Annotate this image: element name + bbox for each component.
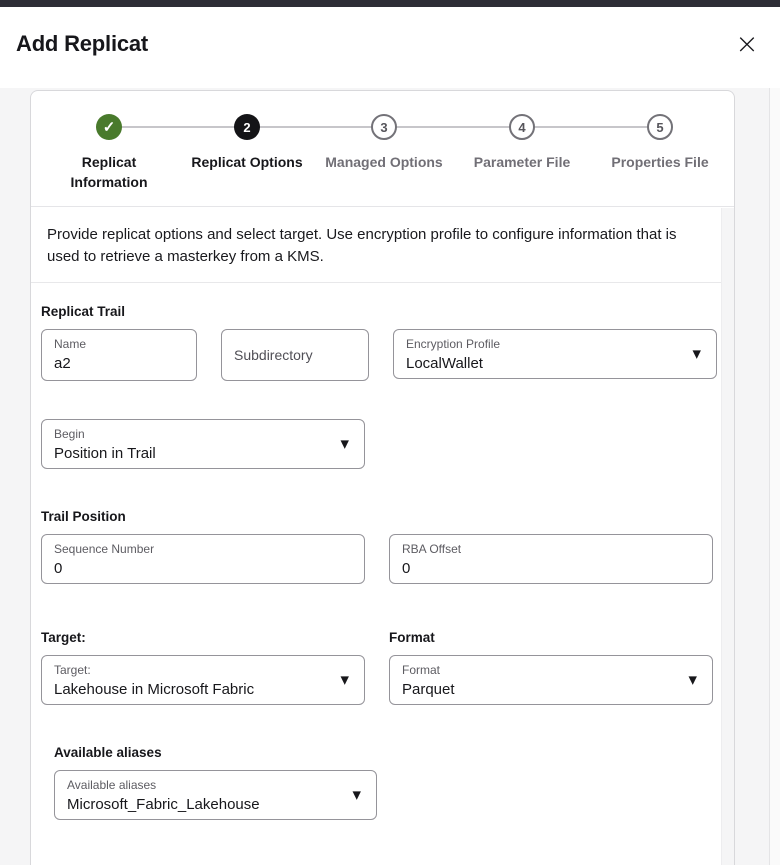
target-heading: Target: xyxy=(41,630,86,645)
step-4-circle[interactable]: 4 xyxy=(509,114,535,140)
replicat-options-form xyxy=(31,304,721,820)
step-1-label: Replicat Information xyxy=(70,154,148,190)
dialog-body xyxy=(0,88,780,865)
name-input[interactable] xyxy=(41,329,197,381)
target-dropdown-value: Lakehouse in Microsoft Fabric xyxy=(54,681,255,698)
trail-position-row xyxy=(41,534,721,584)
subdirectory-placeholder: Subdirectory xyxy=(234,347,313,363)
trail-position-heading: Trail Position xyxy=(41,509,126,524)
chevron-down-icon: ▼ xyxy=(352,788,361,802)
name-input-label: Name xyxy=(54,337,87,351)
target-format-headings-row xyxy=(41,630,721,646)
available-aliases-heading: Available aliases xyxy=(54,745,162,760)
chevron-down-icon: ▼ xyxy=(340,673,349,687)
step-1-circle[interactable] xyxy=(96,114,122,140)
sequence-number-input[interactable] xyxy=(41,534,365,584)
format-dropdown-label: Format xyxy=(402,663,441,677)
begin-dropdown[interactable] xyxy=(41,419,365,469)
sequence-number-label: Sequence Number xyxy=(54,542,155,556)
format-dropdown[interactable] xyxy=(389,655,713,705)
encryption-profile-label: Encryption Profile xyxy=(406,337,501,351)
page-top-bar xyxy=(0,0,780,7)
step-3-circle[interactable]: 3 xyxy=(371,114,397,140)
step-description: Provide replicat options and select target. Use encryption profile to configure information that is used to retrieve a masterkey from a KMS. xyxy=(47,226,677,265)
begin-label: Begin xyxy=(54,427,85,441)
section-divider xyxy=(31,282,721,283)
format-heading: Format xyxy=(389,630,435,645)
step-parameter-file[interactable] xyxy=(452,91,592,172)
close-button[interactable] xyxy=(730,27,764,61)
step-managed-options[interactable] xyxy=(314,91,454,172)
content-scrollbar[interactable] xyxy=(721,208,734,865)
check-icon: ✓ xyxy=(102,119,116,136)
step-5-label: Properties File xyxy=(611,154,709,170)
rba-offset-value: 0 xyxy=(402,560,411,577)
replicat-trail-heading: Replicat Trail xyxy=(41,304,126,319)
chevron-down-icon: ▼ xyxy=(688,673,697,687)
available-aliases-dropdown[interactable] xyxy=(54,770,377,820)
chevron-down-icon: ▼ xyxy=(340,437,349,451)
replicat-trail-row xyxy=(41,329,721,381)
step-content xyxy=(31,208,721,865)
encryption-profile-dropdown[interactable] xyxy=(393,329,717,379)
chevron-down-icon: ▼ xyxy=(692,347,701,361)
dialog-scrollbar[interactable] xyxy=(769,88,780,865)
name-input-value: a2 xyxy=(54,355,71,372)
sequence-number-value: 0 xyxy=(54,560,63,577)
available-aliases-value: Microsoft_Fabric_Lakehouse xyxy=(67,796,260,813)
wizard-stepper xyxy=(31,91,734,207)
format-dropdown-value: Parquet xyxy=(402,681,455,698)
target-dropdown-label: Target: xyxy=(54,663,91,677)
rba-offset-label: RBA Offset xyxy=(402,542,462,556)
step-5-circle[interactable]: 5 xyxy=(647,114,673,140)
step-2-label: Replicat Options xyxy=(191,154,303,170)
step-replicat-options[interactable] xyxy=(177,91,317,172)
dialog-header xyxy=(0,7,780,88)
available-aliases-row xyxy=(54,770,721,820)
subdirectory-input[interactable] xyxy=(221,329,369,381)
rba-offset-input[interactable] xyxy=(389,534,713,584)
wizard-card xyxy=(30,90,735,865)
encryption-profile-value: LocalWallet xyxy=(406,355,483,372)
close-icon: × xyxy=(735,27,759,60)
begin-value: Position in Trail xyxy=(54,445,156,462)
target-format-row xyxy=(41,655,721,705)
step-4-label: Parameter File xyxy=(473,154,571,170)
step-properties-file[interactable] xyxy=(590,91,730,172)
available-aliases-label: Available aliases xyxy=(67,778,157,792)
step-3-label: Managed Options xyxy=(325,154,443,170)
step-content-scroll-area xyxy=(31,208,734,865)
dialog-title: Add Replicat xyxy=(16,31,149,56)
begin-row xyxy=(41,419,721,469)
target-dropdown[interactable] xyxy=(41,655,365,705)
step-2-circle[interactable]: 2 xyxy=(234,114,260,140)
step-replicat-information[interactable] xyxy=(39,91,179,192)
